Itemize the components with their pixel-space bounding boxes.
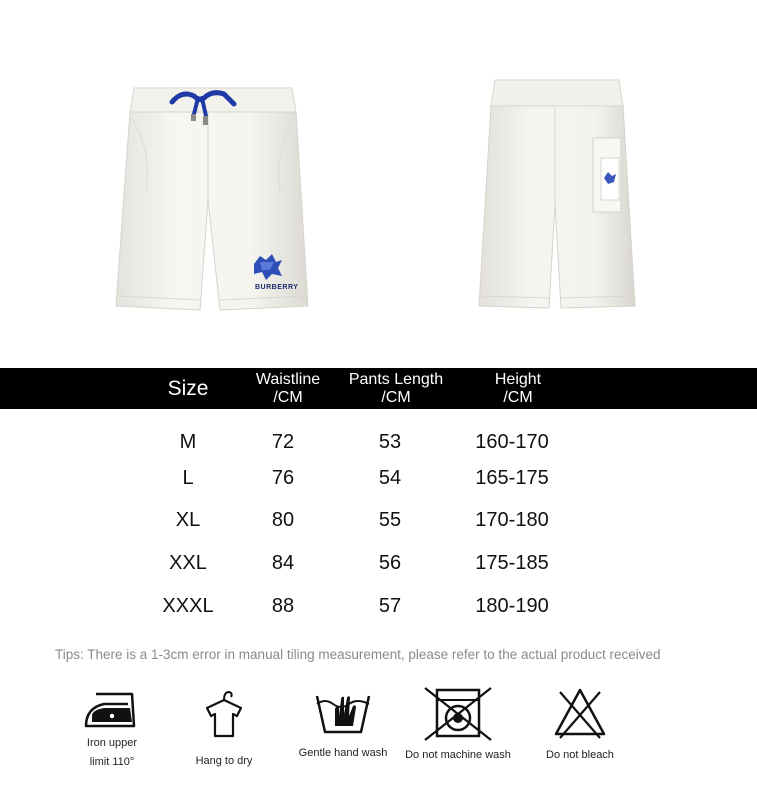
cell-pants-length: 53	[378, 431, 402, 453]
front-brand-text: BURBERRY	[255, 284, 299, 291]
hanger-icon	[201, 686, 247, 746]
cell-waistline: 72	[271, 431, 295, 453]
care-hand-wash-label: Gentle hand wash	[298, 747, 388, 759]
cell-pants-length: 57	[378, 595, 402, 617]
measurement-tips: Tips: There is a 1-3cm error in manual tiling measurement, please refer to the actual product received	[55, 647, 661, 662]
cell-pants-length: 55	[378, 509, 402, 531]
care-hang-label: Hang to dry	[195, 755, 253, 767]
care-hand-wash	[293, 686, 393, 763]
care-iron	[72, 686, 152, 772]
cell-height: 160-170	[475, 431, 549, 453]
header-waistline-unit: /CM	[273, 389, 303, 406]
cell-size: XXL	[169, 552, 207, 574]
size-table-header	[0, 368, 757, 409]
header-waistline	[238, 371, 338, 407]
cell-height: 175-185	[475, 552, 549, 574]
cell-waistline: 88	[271, 595, 295, 617]
header-waistline-label: Waistline	[255, 371, 321, 388]
cell-waistline: 80	[271, 509, 295, 531]
cell-waistline: 76	[271, 467, 295, 489]
header-pants-length-unit: /CM	[381, 389, 411, 406]
shorts-back-image	[477, 78, 639, 310]
cell-size: XL	[175, 509, 201, 531]
header-height-label: Height	[494, 371, 542, 388]
header-height-unit: /CM	[503, 389, 533, 406]
care-no-machine-wash-label: Do not machine wash	[405, 749, 511, 761]
care-iron-label-1: Iron upper	[86, 737, 138, 749]
table-row	[0, 463, 757, 493]
header-size: Size	[167, 377, 209, 400]
header-pants-length-label: Pants Length	[348, 371, 444, 388]
care-iron-label-2: limit 110°	[89, 756, 135, 768]
cell-pants-length: 56	[378, 552, 402, 574]
cell-size: L	[182, 467, 194, 489]
no-bleach-icon	[552, 686, 608, 742]
cell-height: 170-180	[475, 509, 549, 531]
cell-waistline: 84	[271, 552, 295, 574]
header-pants-length	[330, 371, 462, 407]
care-no-bleach	[530, 686, 630, 765]
cell-height: 165-175	[475, 467, 549, 489]
cell-size: M	[179, 431, 197, 453]
table-row	[0, 548, 757, 578]
cell-size: XXXL	[162, 595, 214, 617]
cell-height: 180-190	[475, 595, 549, 617]
care-hang	[184, 686, 264, 771]
table-row	[0, 427, 757, 457]
cell-pants-length: 54	[378, 467, 402, 489]
iron-icon	[82, 686, 142, 734]
header-height	[470, 371, 566, 407]
table-row	[0, 591, 757, 621]
no-machine-wash-icon	[423, 686, 493, 742]
hand-wash-icon	[313, 686, 373, 738]
care-no-bleach-label: Do not bleach	[546, 749, 614, 761]
table-row	[0, 505, 757, 535]
shorts-front-image	[112, 82, 312, 314]
product-photos	[0, 0, 757, 360]
care-no-machine-wash	[398, 686, 518, 765]
